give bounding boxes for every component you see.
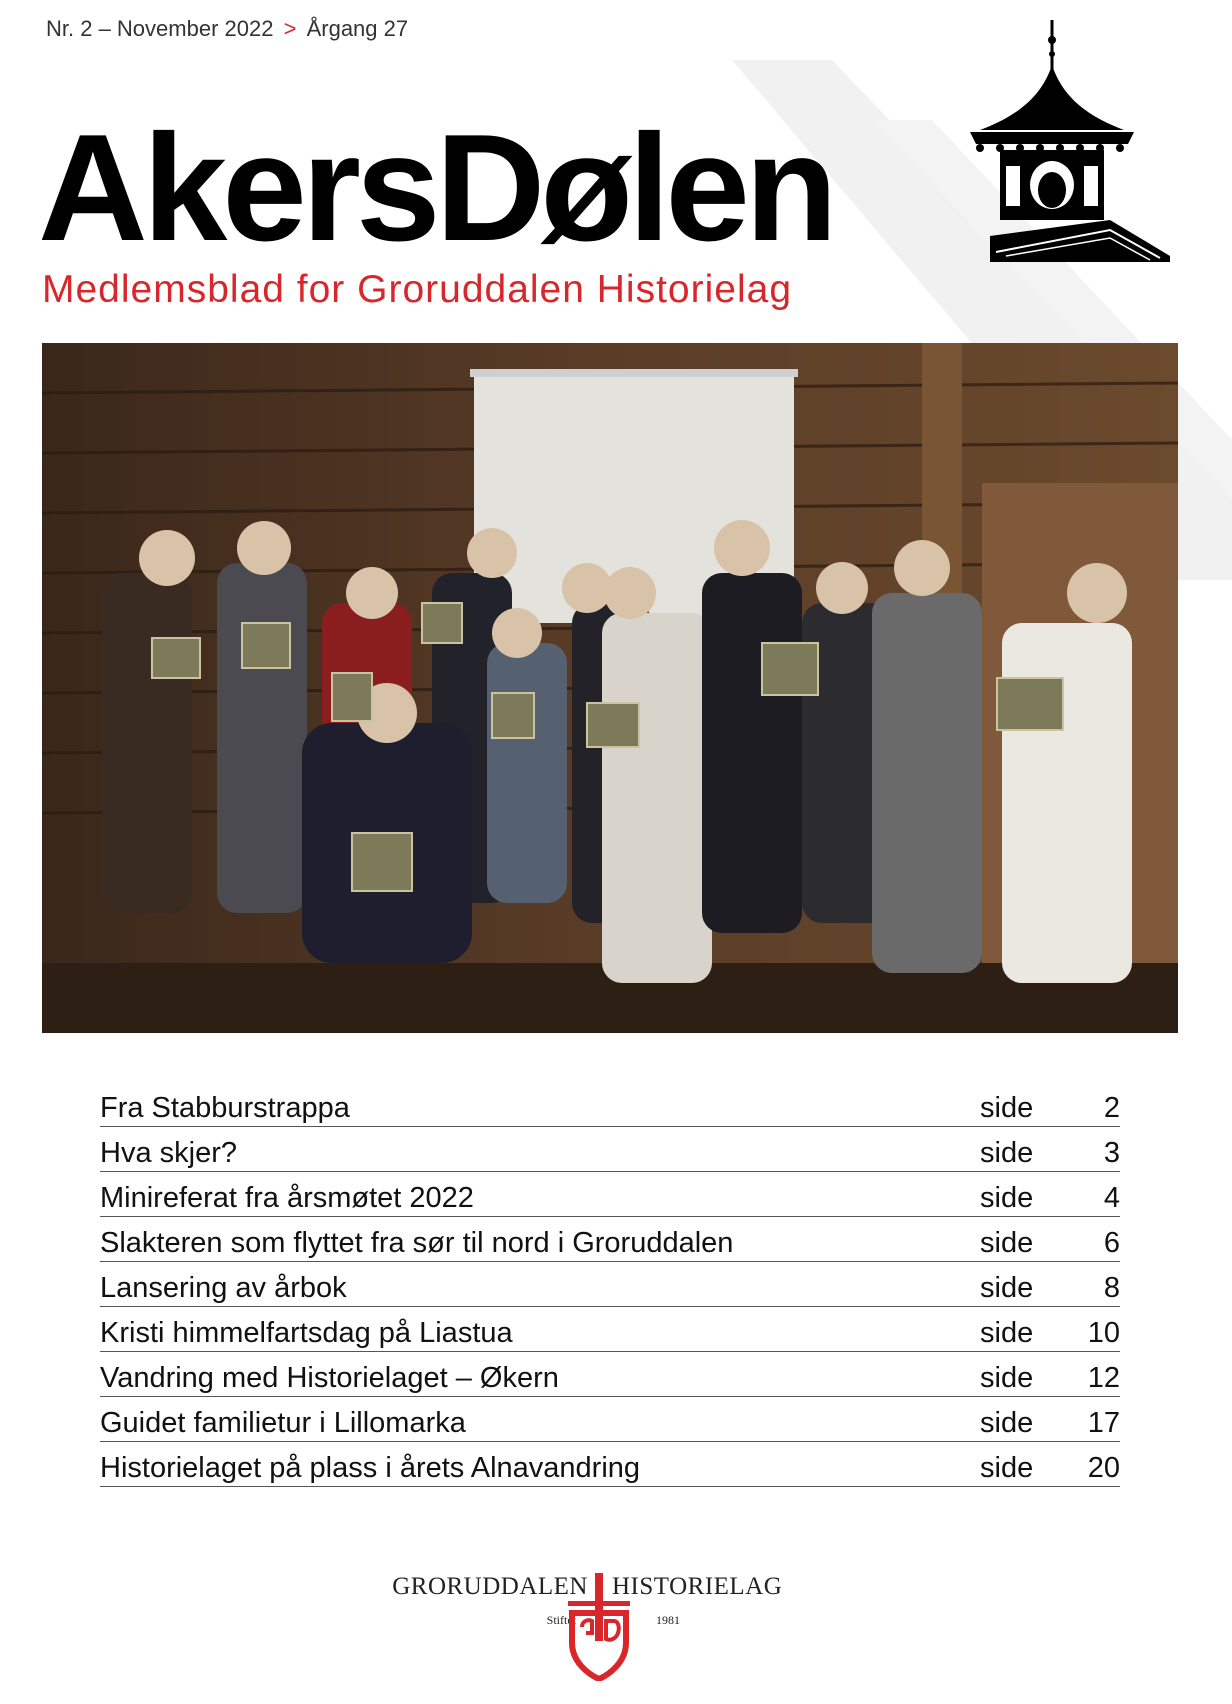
masthead-subtitle: Medlemsblad for Groruddalen Historielag (42, 268, 793, 311)
toc-side-label: side (980, 1272, 1034, 1304)
issue-line (46, 16, 408, 42)
shield-cross-icon (568, 1573, 630, 1681)
toc-page-number: 6 (1103, 1227, 1120, 1259)
toc-page-number: 20 (1087, 1452, 1120, 1484)
table-of-contents (100, 1082, 1120, 1487)
toc-side-label: side (980, 1362, 1034, 1394)
issue-separator: > (283, 16, 297, 41)
toc-row[interactable] (100, 1307, 1120, 1352)
toc-title: Historielaget på plass i årets Alnavandring (100, 1452, 641, 1484)
toc-side-label: side (980, 1137, 1034, 1169)
issue-number: Nr. 2 – November 2022 (46, 16, 274, 41)
issue-volume: Årgang 27 (306, 16, 409, 41)
logo-stiftet: Stiftet (546, 1613, 576, 1627)
toc-title: Guidet familietur i Lillomarka (100, 1407, 466, 1439)
toc-row[interactable] (100, 1262, 1120, 1307)
toc-row[interactable] (100, 1172, 1120, 1217)
groruddalen-historielag-logo (390, 1565, 810, 1685)
toc-title: Vandring med Historielaget – Økern (100, 1362, 559, 1394)
masthead-title: AkersDølen (38, 103, 833, 273)
toc-row[interactable] (100, 1127, 1120, 1172)
toc-side-label: side (980, 1407, 1034, 1439)
toc-side-label: side (980, 1227, 1034, 1259)
toc-page-number: 12 (1087, 1362, 1120, 1394)
toc-row[interactable] (100, 1352, 1120, 1397)
toc-row[interactable] (100, 1442, 1120, 1487)
toc-title: Lansering av årbok (100, 1272, 347, 1304)
toc-title: Kristi himmelfartsdag på Liastua (100, 1317, 513, 1349)
toc-row[interactable] (100, 1217, 1120, 1262)
logo-year: 1981 (656, 1613, 680, 1627)
toc-page-number: 10 (1087, 1317, 1120, 1349)
toc-title: Minireferat fra årsmøtet 2022 (100, 1182, 474, 1214)
toc-side-label: side (980, 1182, 1034, 1214)
toc-title: Fra Stabburstrappa (100, 1092, 350, 1124)
logo-text-left: GRORUDDALEN (392, 1573, 588, 1600)
toc-page-number: 4 (1103, 1182, 1120, 1214)
cover-photo (42, 343, 1178, 1033)
toc-row[interactable] (100, 1082, 1120, 1127)
toc-side-label: side (980, 1452, 1034, 1484)
toc-side-label: side (980, 1317, 1034, 1349)
toc-title: Hva skjer? (100, 1137, 237, 1169)
toc-row[interactable] (100, 1397, 1120, 1442)
bell-tower-icon (960, 20, 1180, 262)
toc-side-label: side (980, 1092, 1034, 1124)
toc-page-number: 8 (1103, 1272, 1120, 1304)
toc-page-number: 2 (1103, 1092, 1120, 1124)
toc-title: Slakteren som flyttet fra sør til nord i Groruddalen (100, 1227, 734, 1259)
toc-page-number: 3 (1103, 1137, 1120, 1169)
logo-text-right: HISTORIELAG (612, 1573, 783, 1600)
toc-page-number: 17 (1087, 1407, 1120, 1439)
